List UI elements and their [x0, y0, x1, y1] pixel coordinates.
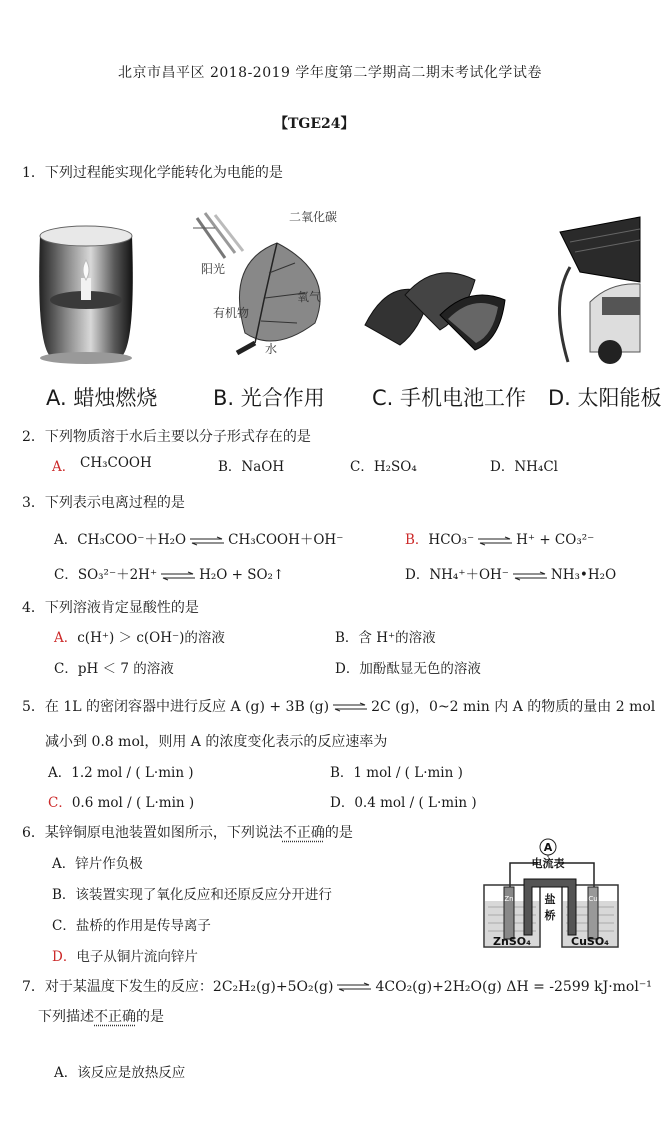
q5-stem-line2: 减小到 0.8 mol，则用 A 的浓度变化表示的反应速率为 [45, 734, 388, 750]
paper-title: 北京市昌平区 2018-2019 学年度第二学期高二期末考试化学试卷 [118, 65, 542, 81]
q7-line2-pre: 下列描述 [38, 1009, 94, 1025]
q3-b-products: H⁺ + CO₃²⁻ [516, 532, 595, 548]
q6-d-label: D． [52, 949, 77, 965]
q7-line2-post: 的是 [136, 1009, 164, 1025]
q6-option-d [52, 945, 198, 965]
q6-stem-emphasis: 不正确 [282, 825, 325, 841]
q2-option-c: C．H₂SO₄ [350, 459, 417, 475]
q1-stem: 1．下列过程能实现化学能转化为电能的是 [22, 165, 283, 181]
solar-car-image [540, 212, 640, 367]
leaf-image [185, 203, 345, 373]
q3-a-reactants: A．CH₃COO⁻＋H₂O [54, 532, 187, 548]
q6-option-c: C．盐桥的作用是传导离子 [52, 918, 211, 934]
q7-option-a: A．该反应是放热反应 [54, 1065, 186, 1081]
q3-b-label: B． [405, 532, 429, 548]
q4-option-c: C．pH ＜ 7 的溶液 [54, 661, 174, 677]
exam-code: 【TGE24】 [274, 116, 355, 132]
galvanic-cell-diagram [476, 837, 626, 957]
q6-stem-post: 的是 [324, 825, 353, 841]
q2-option-a: CH₃COOH [80, 455, 152, 471]
q3-stem: 3．下列表示电离过程的是 [22, 495, 185, 511]
q1-caption-a: A. 蜡烛燃烧 [46, 386, 158, 410]
salt-bridge-label-1: 盐 [544, 893, 556, 906]
leaf-label-organic: 有机物 [213, 306, 250, 320]
q3-option-c [54, 563, 284, 583]
equilibrium-arrow-icon [513, 572, 547, 580]
q3-d-reactants: D．NH₄⁺＋OH⁻ [405, 567, 509, 583]
phones-image [360, 255, 510, 355]
leaf-label-o2: 氧气 [297, 290, 322, 304]
q4-a-text: c(H⁺) ＞ c(OH⁻)的溶液 [77, 630, 225, 646]
q4-a-label: A． [54, 630, 78, 646]
q2-stem: 2．下列物质溶于水后主要以分子形式存在的是 [22, 429, 311, 445]
cuso4-label: CuSO₄ [571, 935, 609, 948]
q7-stem-line2 [38, 1006, 164, 1026]
leaf-label-co2: 二氧化碳 [289, 210, 338, 224]
q4-stem: 4．下列溶液肯定显酸性的是 [22, 600, 199, 616]
q1-caption-b: B. 光合作用 [213, 386, 325, 410]
salt-bridge-label-2: 桥 [544, 909, 556, 922]
q5-option-b: B．1 mol / ( L·min ) [330, 765, 463, 781]
equilibrium-arrow-icon [161, 572, 195, 580]
q7-stem [22, 976, 652, 996]
q1-caption-d: D. 太阳能板 [548, 386, 662, 410]
q6-option-a: A．锌片作负极 [52, 856, 143, 872]
q4-option-d: D．加酚酞显无色的溶液 [335, 661, 481, 677]
q5-stem-post: 2C (g)，0~2 min 内 A 的物质的量由 2 mol [371, 699, 656, 715]
q6-option-b: B．该装置实现了氧化反应和还原反应分开进行 [52, 887, 332, 903]
q3-c-products: H₂O + SO₂↑ [199, 567, 285, 583]
q5-stem-pre: 5．在 1L 的密闭容器中进行反应 A (g) + 3B (g) [22, 699, 330, 715]
q3-c-reactants: C．SO₃²⁻＋2H⁺ [54, 567, 158, 583]
q2-option-a-label: A． [52, 459, 76, 475]
q5-option-a: A．1.2 mol / ( L·min ) [48, 765, 194, 781]
q6-d-text: 电子从铜片流向锌片 [76, 949, 198, 965]
q3-option-a [54, 528, 343, 548]
q5-c-label: C． [48, 795, 72, 811]
q2-option-b: B．NaOH [218, 459, 285, 475]
zn-electrode-label: Zn [504, 895, 514, 903]
q5-option-c [48, 791, 194, 811]
candle-image [22, 208, 150, 368]
q7-line2-emphasis: 不正确 [94, 1009, 136, 1025]
znso4-label: ZnSO₄ [493, 935, 531, 948]
equilibrium-arrow-icon [333, 703, 367, 711]
q3-b-reactants: HCO₃⁻ [428, 532, 475, 548]
q3-d-products: NH₃•H₂O [550, 567, 617, 583]
q3-option-d [405, 563, 616, 583]
q5-stem [22, 696, 655, 716]
ammeter-label: 电流表 [531, 857, 565, 870]
equilibrium-arrow-icon [478, 537, 512, 545]
q4-option-a [54, 626, 225, 646]
q2-option-d: D．NH₄Cl [490, 459, 558, 475]
q4-option-b: B．含 H⁺的溶液 [335, 630, 436, 646]
q6-stem [22, 822, 353, 842]
q5-option-d: D．0.4 mol / ( L·min ) [330, 795, 477, 811]
cu-electrode-label: Cu [588, 895, 598, 903]
q3-a-products: CH₃COOH＋OH⁻ [228, 532, 344, 548]
equilibrium-arrow-icon [190, 537, 224, 545]
q7-stem-post: 4CO₂(g)+2H₂O(g) ΔH = -2599 kJ·mol⁻¹ [375, 979, 652, 995]
ammeter-symbol: A [543, 841, 553, 854]
leaf-label-water: 水 [265, 342, 278, 356]
leaf-label-sun: 阳光 [201, 262, 226, 276]
equilibrium-arrow-icon [337, 983, 371, 991]
q7-stem-pre: 7．对于某温度下发生的反应：2C₂H₂(g)+5O₂(g) [22, 979, 334, 995]
q1-caption-c: C. 手机电池工作 [372, 386, 527, 410]
q5-c-text: 0.6 mol / ( L·min ) [71, 795, 195, 811]
q3-option-b [405, 528, 594, 548]
q6-stem-pre: 6．某锌铜原电池装置如图所示，下列说法 [22, 825, 283, 841]
